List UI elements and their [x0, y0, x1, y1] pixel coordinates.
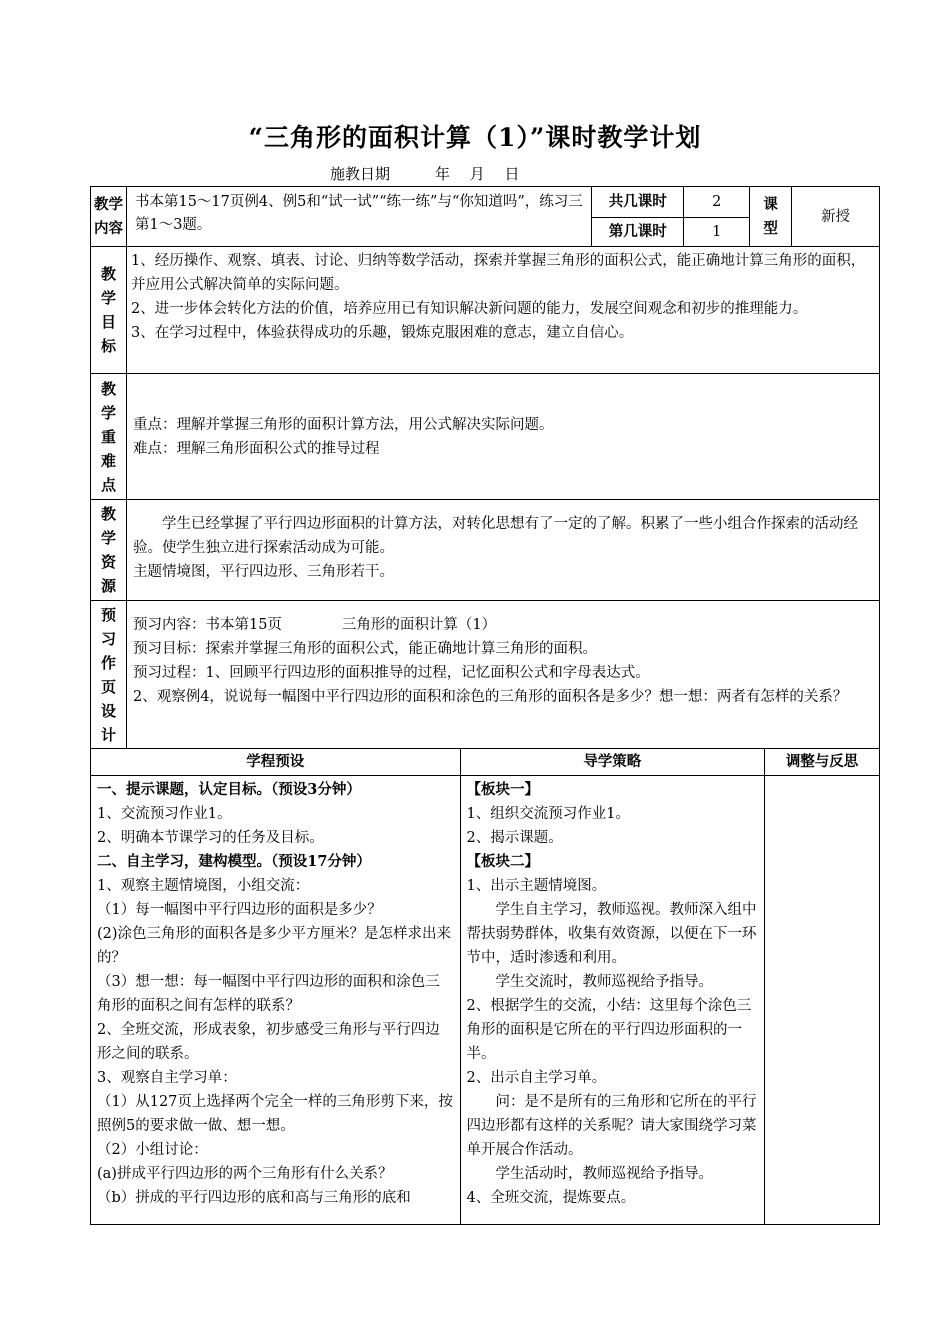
strategy-step: 学生交流时，教师巡视给予指导。 — [495, 974, 713, 990]
nth-period-value: 1 — [684, 218, 750, 247]
preview-line: 预习过程：1、回顾平行四边形的面积推导的过程，记忆面积公式和字母表达式。 — [132, 665, 650, 681]
strategy-step: 2、揭示课题。 — [466, 830, 563, 846]
strategy-step: 问：是不是所有的三角形和它所在的平行四边形都有这样的关系呢？请大家围绕学习菜单开展合作活动。 — [466, 1094, 757, 1158]
process-step: （b）拼成的平行四边形的底和高与三角形的底和 — [97, 1190, 411, 1206]
goal-line: 3、在学习过程中，体验获得成功的乐趣，锻炼克服困难的意志，建立自信心。 — [130, 325, 634, 341]
preview-content — [126, 601, 879, 749]
preview-content-line: 预习内容：书本第15页 三角形的面积计算（1） — [132, 617, 497, 633]
strategy-step: 【板块二】 — [466, 853, 539, 870]
process-step: （1）每一幅图中平行四边形的面积是多少？ — [97, 902, 382, 918]
process-step: 3、观察自主学习单： — [97, 1070, 237, 1086]
strategy-step: 1、组织交流预习作业1。 — [466, 806, 630, 822]
col-header-strategy: 导学策略 — [460, 749, 765, 776]
lesson-type-value: 新授 — [792, 187, 880, 247]
nth-period-label: 第几课时 — [592, 218, 684, 247]
process-step: 1、观察主题情境图，小组交流： — [97, 878, 310, 894]
resource-line: 学生已经掌握了平行四边形面积的计算方法，对转化思想有了一定的了解。积累了一些小组合作探索的活动经验。使学生独立进行探索活动成为可能。 — [132, 516, 858, 556]
content-label: 教学 内容 — [91, 187, 127, 247]
key-line: 重点：理解并掌握三角形的面积计算方法，用公式解决实际问题。 — [132, 416, 554, 433]
resource-line: 主题情境图，平行四边形、三角形若干。 — [132, 564, 394, 580]
process-step: 2、明确本节课学习的任务及目标。 — [97, 830, 324, 846]
key-points-content — [126, 374, 879, 500]
strategy-step: 4、全班交流，提炼要点。 — [466, 1190, 636, 1206]
strategy-step: 2、出示自主学习单。 — [466, 1070, 607, 1086]
col-header-reflection: 调整与反思 — [765, 749, 880, 776]
strategy-step: 【板块一】 — [466, 781, 539, 798]
process-step: 二、自主学习，建构模型。（预设17分钟） — [97, 853, 371, 870]
goals-label: 教 学 目 标 — [91, 247, 127, 374]
process-step: 一、提示课题，认定目标。（预设3分钟） — [97, 781, 361, 798]
lesson-type-label: 课 型 — [750, 187, 792, 247]
strategy-step: 学生自主学习，教师巡视。教师深入组中帮扶弱势群体，收集有效资源，以便在下一环节中，适时渗透和利用。 — [466, 902, 757, 966]
col-header-process: 学程预设 — [91, 749, 461, 776]
process-step: (2)涂色三角形的面积各是多少平方厘米？是怎样求出来的？ — [97, 926, 452, 966]
key-line: 难点：理解三角形面积公式的推导过程 — [132, 440, 380, 457]
strategy-step: 2、根据学生的交流，小结：这里每个涂色三角形的面积是它所在的平行四边形面积的一半。 — [466, 998, 752, 1062]
process-table — [90, 748, 880, 1225]
preview-line: 2、观察例4，说说每一幅图中平行四边形的面积和涂色的三角形的面积各是多少？想一想：两者有怎样的关系？ — [132, 689, 848, 705]
strategy-step: 学生活动时，教师巡视给予指导。 — [495, 1166, 713, 1182]
process-step: (a)拼成平行四边形的两个三角形有什么关系？ — [97, 1166, 393, 1182]
strategy-step: 1、出示主题情境图。 — [466, 878, 607, 894]
goals-content — [126, 247, 879, 374]
goal-line: 2、进一步体会转化方法的价值，培养应用已有知识解决新问题的能力，发展空间观念和初步的推理能力。 — [130, 301, 808, 317]
process-right-column — [460, 776, 765, 1225]
resources-content — [126, 500, 879, 601]
page-title: “三角形的面积计算（1）”课时教学计划 — [248, 123, 702, 152]
key-points-label: 教 学 重 难 点 — [91, 374, 127, 500]
date-line: 施教日期 年 月 日 — [330, 165, 520, 183]
process-step: （1）从127页上选择两个完全一样的三角形剪下来，按照例5的要求做一做、想一想。 — [97, 1094, 453, 1134]
reflection-column — [765, 776, 880, 1225]
process-step: （3）想一想：每一幅图中平行四边形的面积和涂色三角形的面积之间有怎样的联系？ — [97, 974, 440, 1014]
preview-label: 预 习 作 页 设 计 — [91, 601, 127, 749]
goal-line: 1、经历操作、观察、填表、讨论、归纳等数学活动，探索并掌握三角形的面积公式，能正确地计算三角形的面积，并应用公式解决简单的实际问题。 — [130, 253, 866, 293]
resources-label: 教 学 资 源 — [91, 500, 127, 601]
process-left-column — [91, 776, 461, 1225]
process-step: （2）小组讨论： — [97, 1142, 208, 1158]
info-table — [90, 186, 880, 749]
process-step: 2、全班交流，形成表象，初步感受三角形与平行四边形之间的联系。 — [97, 1022, 440, 1062]
total-periods-label: 共几课时 — [592, 187, 684, 218]
content-text: 书本第15～17页例4、例5和“试一试”“练一练”与“你知道吗”，练习三第1～3题。 — [126, 187, 591, 247]
process-step: 1、交流预习作业1。 — [97, 806, 232, 822]
total-periods-value: 2 — [684, 187, 750, 218]
preview-line: 预习目标：探索并掌握三角形的面积公式，能正确地计算三角形的面积。 — [132, 641, 597, 657]
